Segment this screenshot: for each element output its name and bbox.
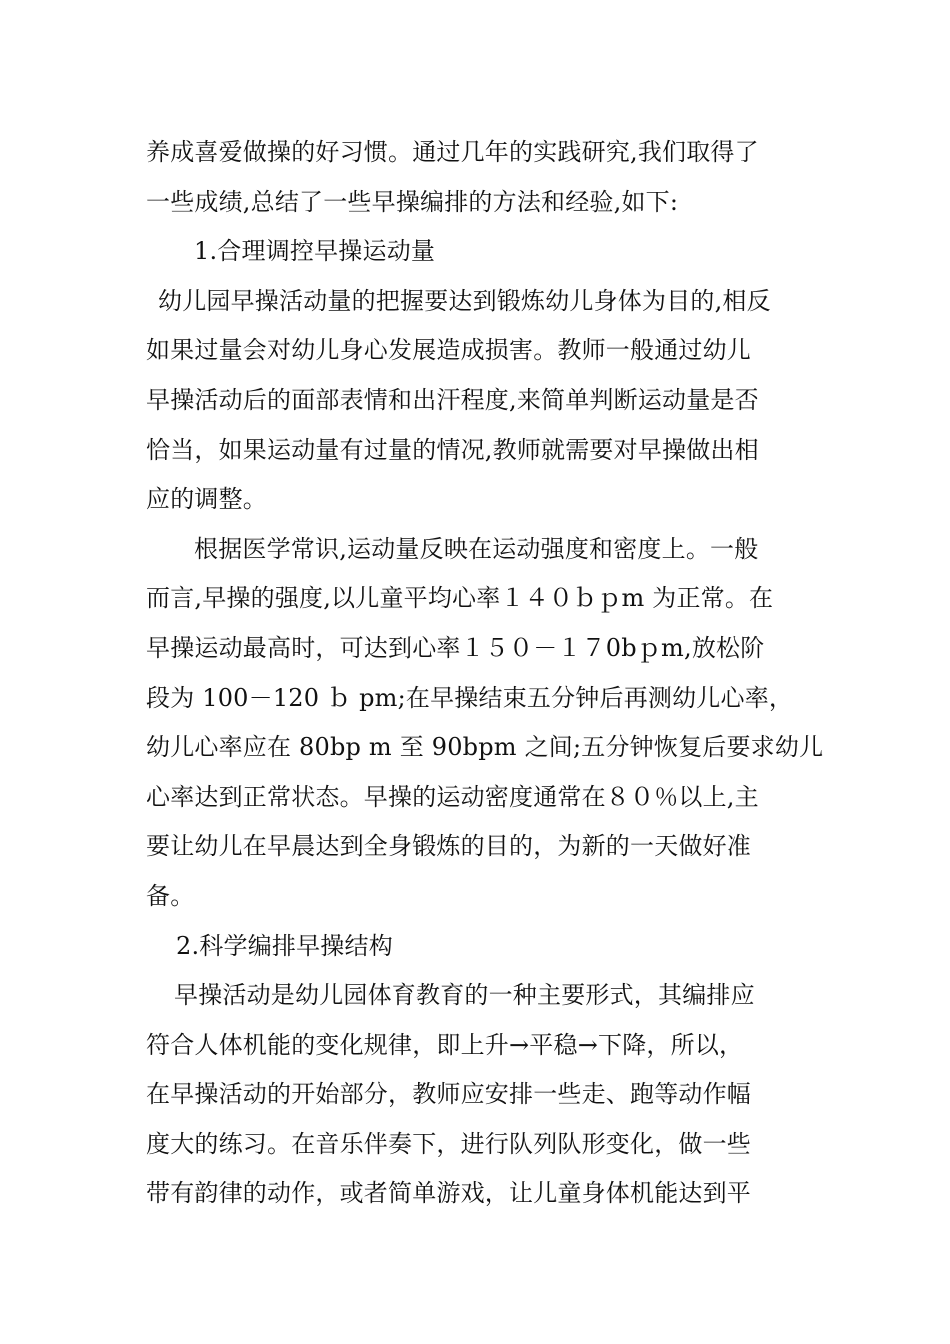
text-line: 度大的练习。在音乐伴奏下，进行队列队形变化，做一些 — [146, 1129, 751, 1158]
text-line: 应的调整。 — [146, 485, 267, 514]
text-line: 早操活动后的面部表情和出汗程度,来简单判断运动量是否 — [146, 385, 759, 414]
text-line: 要让幼儿在早晨达到全身锻炼的目的，为新的一天做好准 — [146, 832, 751, 861]
text-line: 早操运动最高时，可达到心率１５０－１７0bｐm,放松阶 — [146, 633, 765, 662]
text-line: 幼儿心率应在 80bp m 至 90bpm 之间;五分钟恢复后要求幼儿 — [146, 733, 824, 762]
text-line: 如果过量会对幼儿身心发展造成损害。教师一般通过幼儿 — [146, 336, 751, 365]
text-line: 根据医学常识,运动量反映在运动强度和密度上。一般 — [194, 534, 759, 563]
text-line: 早操活动是幼儿园体育教育的一种主要形式，其编排应 — [174, 981, 755, 1010]
section-heading-2: 2.科学编排早操结构 — [176, 931, 393, 960]
text-line: 在早操活动的开始部分，教师应安排一些走、跑等动作幅 — [146, 1080, 751, 1109]
text-line: 而言,早操的强度,以儿童平均心率１４０ｂｐm 为正常。在 — [146, 584, 774, 613]
text-line: 符合人体机能的变化规律，即上升→平稳→下降，所以， — [146, 1030, 744, 1059]
text-line: 一些成绩,总结了一些早操编排的方法和经验,如下: — [146, 187, 679, 216]
text-line: 养成喜爱做操的好习惯。通过几年的实践研究,我们取得了 — [146, 138, 759, 166]
text-line: 幼儿园早操活动量的把握要达到锻炼幼儿身体为目的,相反 — [158, 286, 771, 315]
text-line: 恰当，如果运动量有过量的情况,教师就需要对早操做出相 — [146, 435, 759, 464]
text-line: 带有韵律的动作，或者简单游戏，让儿童身体机能达到平 — [146, 1179, 751, 1208]
text-line: 备。 — [146, 881, 195, 910]
text-line: 心率达到正常状态。早操的运动密度通常在８０％以上,主 — [146, 782, 759, 811]
section-heading-1: 1.合理调控早操运动量 — [194, 237, 436, 266]
text-line: 段为 100－120 ｂ pm;在早操结束五分钟后再测幼儿心率， — [146, 683, 794, 712]
document-page — [146, 128, 826, 1219]
